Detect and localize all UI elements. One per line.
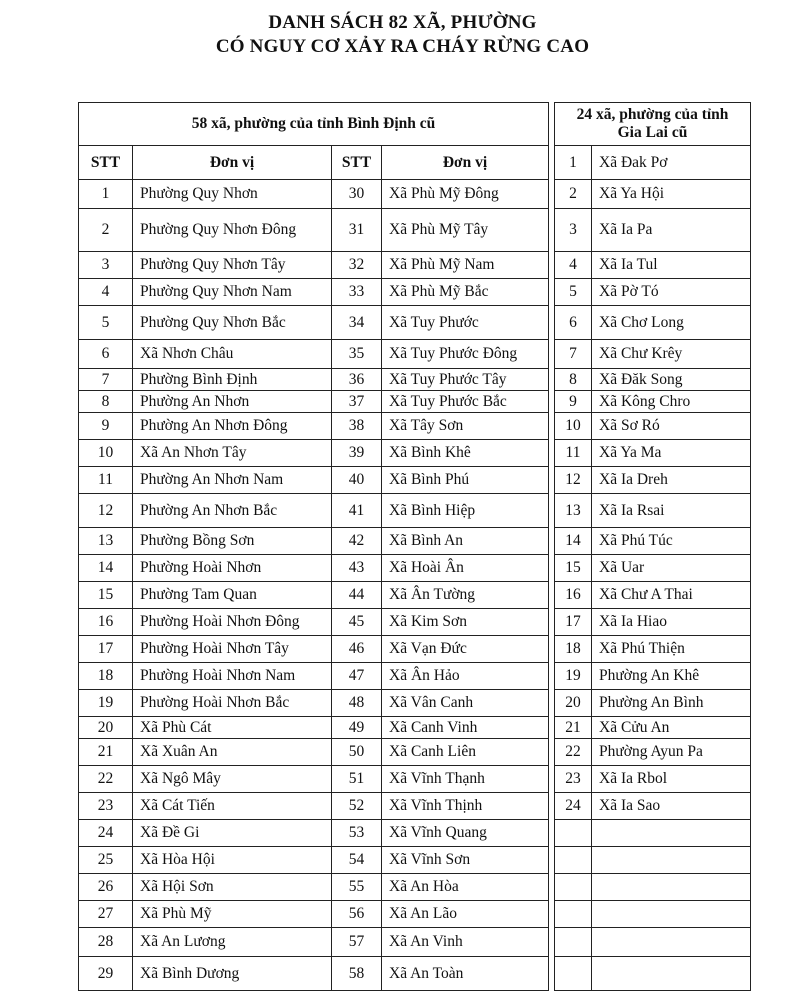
gia-lai-name: Xã Ia Hiao	[592, 609, 751, 636]
table-row	[79, 555, 751, 582]
binh-dinh-name: Xã Tuy Phước Tây	[382, 369, 549, 391]
binh-dinh-stt: 56	[332, 901, 382, 928]
col-header-stt: STT	[332, 146, 382, 180]
table-row	[79, 180, 751, 209]
gia-lai-name: Phường Ayun Pa	[592, 739, 751, 766]
binh-dinh-name: Xã An Nhơn Tây	[133, 440, 332, 467]
gia-lai-stt: 19	[555, 663, 592, 690]
binh-dinh-stt: 54	[332, 847, 382, 874]
binh-dinh-name: Phường Tam Quan	[133, 582, 332, 609]
gia-lai-stt: 13	[555, 494, 592, 528]
binh-dinh-stt: 52	[332, 793, 382, 820]
binh-dinh-name: Phường Hoài Nhơn Nam	[133, 663, 332, 690]
binh-dinh-name: Xã Vĩnh Sơn	[382, 847, 549, 874]
gia-lai-name	[592, 820, 751, 847]
gia-lai-stt: 7	[555, 340, 592, 369]
table-row	[79, 369, 751, 391]
binh-dinh-stt: 8	[79, 391, 133, 413]
table-row	[79, 690, 751, 717]
binh-dinh-stt: 57	[332, 928, 382, 957]
binh-dinh-stt: 6	[79, 340, 133, 369]
binh-dinh-stt: 37	[332, 391, 382, 413]
table-row	[79, 793, 751, 820]
gia-lai-name: Xã Phú Túc	[592, 528, 751, 555]
binh-dinh-stt: 29	[79, 957, 133, 991]
table-row	[79, 340, 751, 369]
binh-dinh-name: Xã Vĩnh Thạnh	[382, 766, 549, 793]
gia-lai-stt: 12	[555, 467, 592, 494]
binh-dinh-stt: 49	[332, 717, 382, 739]
gia-lai-stt: 17	[555, 609, 592, 636]
table-row	[79, 528, 751, 555]
gia-lai-header-line1: 24 xã, phường của tỉnh	[576, 106, 729, 123]
binh-dinh-name: Xã Kim Sơn	[382, 609, 549, 636]
table-row	[79, 467, 751, 494]
binh-dinh-stt: 4	[79, 279, 133, 306]
table-row	[79, 928, 751, 957]
gia-lai-stt	[555, 847, 592, 874]
binh-dinh-name: Xã Cát Tiến	[133, 793, 332, 820]
binh-dinh-name: Phường Bình Định	[133, 369, 332, 391]
gia-lai-stt: 2	[555, 180, 592, 209]
document-title-line2: CÓ NGUY CƠ XẢY RA CHÁY RỪNG CAO	[215, 36, 590, 57]
binh-dinh-stt: 18	[79, 663, 133, 690]
col-header-don-vi: Đơn vị	[382, 146, 549, 180]
gia-lai-name: Xã Cửu An	[592, 717, 751, 739]
binh-dinh-name: Phường Quy Nhơn Nam	[133, 279, 332, 306]
gia-lai-name	[592, 928, 751, 957]
binh-dinh-stt: 16	[79, 609, 133, 636]
gia-lai-header	[555, 103, 751, 146]
binh-dinh-stt: 42	[332, 528, 382, 555]
binh-dinh-name: Phường Quy Nhơn Bắc	[133, 306, 332, 340]
gia-lai-stt: 6	[555, 306, 592, 340]
binh-dinh-name: Xã Ân Hảo	[382, 663, 549, 690]
binh-dinh-name: Xã Nhơn Châu	[133, 340, 332, 369]
table-row	[79, 209, 751, 252]
table-row	[79, 582, 751, 609]
table-row	[79, 279, 751, 306]
binh-dinh-stt: 11	[79, 467, 133, 494]
binh-dinh-stt: 25	[79, 847, 133, 874]
table-row	[79, 957, 751, 991]
binh-dinh-header: 58 xã, phường của tỉnh Bình Định cũ	[79, 103, 549, 146]
gia-lai-name: Xã Đak Pơ	[592, 146, 751, 180]
gia-lai-stt: 4	[555, 252, 592, 279]
binh-dinh-stt: 3	[79, 252, 133, 279]
binh-dinh-name: Xã An Toàn	[382, 957, 549, 991]
table-row	[79, 766, 751, 793]
gia-lai-name: Xã Ia Sao	[592, 793, 751, 820]
document-title-line1: DANH SÁCH 82 XÃ, PHƯỜNG	[268, 12, 537, 33]
gia-lai-stt: 23	[555, 766, 592, 793]
binh-dinh-name: Phường An Nhơn Nam	[133, 467, 332, 494]
gia-lai-stt: 18	[555, 636, 592, 663]
gia-lai-name: Xã Uar	[592, 555, 751, 582]
gia-lai-stt	[555, 928, 592, 957]
gia-lai-name: Xã Chư Krêy	[592, 340, 751, 369]
binh-dinh-stt: 28	[79, 928, 133, 957]
binh-dinh-stt: 53	[332, 820, 382, 847]
binh-dinh-name: Xã Xuân An	[133, 739, 332, 766]
table-row	[79, 739, 751, 766]
table-row	[79, 820, 751, 847]
binh-dinh-name: Xã Phù Mỹ Nam	[382, 252, 549, 279]
binh-dinh-stt: 17	[79, 636, 133, 663]
binh-dinh-stt: 21	[79, 739, 133, 766]
gia-lai-stt: 3	[555, 209, 592, 252]
binh-dinh-stt: 27	[79, 901, 133, 928]
gia-lai-stt	[555, 901, 592, 928]
binh-dinh-name: Xã Tuy Phước Bắc	[382, 391, 549, 413]
table-row	[79, 874, 751, 901]
binh-dinh-name: Phường Quy Nhơn	[133, 180, 332, 209]
gia-lai-name: Xã Pờ Tó	[592, 279, 751, 306]
binh-dinh-name: Xã Tuy Phước	[382, 306, 549, 340]
binh-dinh-stt: 35	[332, 340, 382, 369]
binh-dinh-name: Xã Hoài Ân	[382, 555, 549, 582]
gia-lai-name: Xã Chơ Long	[592, 306, 751, 340]
binh-dinh-stt: 24	[79, 820, 133, 847]
table-row	[79, 663, 751, 690]
binh-dinh-name: Phường Hoài Nhơn Tây	[133, 636, 332, 663]
gia-lai-header-line2: Gia Lai cũ	[617, 124, 688, 141]
gia-lai-stt: 11	[555, 440, 592, 467]
table-row	[79, 494, 751, 528]
table-row	[79, 306, 751, 340]
binh-dinh-name: Phường Hoài Nhơn Bắc	[133, 690, 332, 717]
binh-dinh-name: Xã Tuy Phước Đông	[382, 340, 549, 369]
binh-dinh-stt: 36	[332, 369, 382, 391]
binh-dinh-name: Xã Bình Hiệp	[382, 494, 549, 528]
binh-dinh-stt: 58	[332, 957, 382, 991]
binh-dinh-stt: 23	[79, 793, 133, 820]
binh-dinh-stt: 2	[79, 209, 133, 252]
binh-dinh-name: Xã Canh Liên	[382, 739, 549, 766]
binh-dinh-stt: 12	[79, 494, 133, 528]
gia-lai-name: Xã Chư A Thai	[592, 582, 751, 609]
binh-dinh-stt: 7	[79, 369, 133, 391]
table-row	[79, 391, 751, 413]
binh-dinh-name: Xã Bình Dương	[133, 957, 332, 991]
table-row	[79, 440, 751, 467]
binh-dinh-name: Xã Vĩnh Quang	[382, 820, 549, 847]
binh-dinh-stt: 44	[332, 582, 382, 609]
binh-dinh-name: Phường Quy Nhơn Tây	[133, 252, 332, 279]
gia-lai-stt: 8	[555, 369, 592, 391]
gia-lai-name: Xã Ia Rsai	[592, 494, 751, 528]
gia-lai-stt: 9	[555, 391, 592, 413]
binh-dinh-stt: 50	[332, 739, 382, 766]
binh-dinh-name: Xã Hội Sơn	[133, 874, 332, 901]
gia-lai-stt	[555, 874, 592, 901]
binh-dinh-name: Xã Phù Cát	[133, 717, 332, 739]
binh-dinh-stt: 33	[332, 279, 382, 306]
binh-dinh-name: Xã An Vinh	[382, 928, 549, 957]
gia-lai-stt: 10	[555, 413, 592, 440]
table-group-header-row	[79, 103, 751, 146]
binh-dinh-stt: 32	[332, 252, 382, 279]
gia-lai-name: Xã Ya Hội	[592, 180, 751, 209]
binh-dinh-stt: 31	[332, 209, 382, 252]
binh-dinh-stt: 1	[79, 180, 133, 209]
table-row	[79, 609, 751, 636]
binh-dinh-name: Phường Quy Nhơn Đông	[133, 209, 332, 252]
gia-lai-stt: 21	[555, 717, 592, 739]
binh-dinh-name: Xã Ngô Mây	[133, 766, 332, 793]
gia-lai-name: Phường An Bình	[592, 690, 751, 717]
gia-lai-stt: 5	[555, 279, 592, 306]
binh-dinh-stt: 20	[79, 717, 133, 739]
binh-dinh-name: Xã An Hòa	[382, 874, 549, 901]
binh-dinh-name: Xã Phù Mỹ Tây	[382, 209, 549, 252]
table-row	[79, 636, 751, 663]
binh-dinh-name: Xã Vĩnh Thịnh	[382, 793, 549, 820]
binh-dinh-name: Phường Hoài Nhơn	[133, 555, 332, 582]
binh-dinh-stt: 38	[332, 413, 382, 440]
binh-dinh-stt: 51	[332, 766, 382, 793]
gia-lai-name	[592, 901, 751, 928]
binh-dinh-name: Xã Bình An	[382, 528, 549, 555]
commune-table	[78, 102, 751, 991]
col-header-don-vi: Đơn vị	[133, 146, 332, 180]
binh-dinh-stt: 9	[79, 413, 133, 440]
gia-lai-stt: 20	[555, 690, 592, 717]
binh-dinh-name: Xã An Lão	[382, 901, 549, 928]
gia-lai-name: Xã Ia Dreh	[592, 467, 751, 494]
binh-dinh-stt: 43	[332, 555, 382, 582]
gia-lai-name: Phường An Khê	[592, 663, 751, 690]
gia-lai-name: Xã Ia Tul	[592, 252, 751, 279]
binh-dinh-stt: 13	[79, 528, 133, 555]
table-row	[79, 413, 751, 440]
binh-dinh-stt: 22	[79, 766, 133, 793]
gia-lai-name	[592, 874, 751, 901]
gia-lai-name: Xã Kông Chro	[592, 391, 751, 413]
table-row	[79, 901, 751, 928]
gia-lai-stt: 1	[555, 146, 592, 180]
binh-dinh-name: Xã Tây Sơn	[382, 413, 549, 440]
binh-dinh-name: Phường Hoài Nhơn Đông	[133, 609, 332, 636]
gia-lai-name	[592, 957, 751, 991]
binh-dinh-name: Xã Vạn Đức	[382, 636, 549, 663]
gia-lai-stt: 14	[555, 528, 592, 555]
binh-dinh-name: Xã Phù Mỹ	[133, 901, 332, 928]
binh-dinh-name: Phường An Nhơn Bắc	[133, 494, 332, 528]
binh-dinh-stt: 46	[332, 636, 382, 663]
binh-dinh-name: Xã Canh Vinh	[382, 717, 549, 739]
gia-lai-name	[592, 847, 751, 874]
binh-dinh-stt: 14	[79, 555, 133, 582]
binh-dinh-name: Xã Phù Mỹ Đông	[382, 180, 549, 209]
gia-lai-name: Xã Ia Rbol	[592, 766, 751, 793]
gia-lai-stt	[555, 820, 592, 847]
binh-dinh-name: Xã Ân Tường	[382, 582, 549, 609]
binh-dinh-stt: 30	[332, 180, 382, 209]
col-header-stt: STT	[79, 146, 133, 180]
binh-dinh-stt: 45	[332, 609, 382, 636]
binh-dinh-name: Xã Hòa Hội	[133, 847, 332, 874]
gia-lai-stt: 16	[555, 582, 592, 609]
binh-dinh-name: Xã An Lương	[133, 928, 332, 957]
gia-lai-stt	[555, 957, 592, 991]
gia-lai-stt: 24	[555, 793, 592, 820]
binh-dinh-name: Phường Bồng Sơn	[133, 528, 332, 555]
table-row	[79, 847, 751, 874]
binh-dinh-stt: 39	[332, 440, 382, 467]
table-row	[79, 252, 751, 279]
binh-dinh-name: Phường An Nhơn Đông	[133, 413, 332, 440]
binh-dinh-stt: 10	[79, 440, 133, 467]
binh-dinh-stt: 40	[332, 467, 382, 494]
binh-dinh-name: Xã Bình Phú	[382, 467, 549, 494]
gia-lai-name: Xã Đăk Song	[592, 369, 751, 391]
gia-lai-name: Xã Ia Pa	[592, 209, 751, 252]
gia-lai-name: Xã Sơ Ró	[592, 413, 751, 440]
binh-dinh-stt: 41	[332, 494, 382, 528]
binh-dinh-name: Xã Đề Gi	[133, 820, 332, 847]
binh-dinh-stt: 48	[332, 690, 382, 717]
table-column-header-row	[79, 146, 751, 180]
table-row	[79, 717, 751, 739]
binh-dinh-stt: 19	[79, 690, 133, 717]
gia-lai-name: Xã Ya Ma	[592, 440, 751, 467]
binh-dinh-stt: 5	[79, 306, 133, 340]
binh-dinh-name: Xã Vân Canh	[382, 690, 549, 717]
binh-dinh-name: Phường An Nhơn	[133, 391, 332, 413]
binh-dinh-stt: 55	[332, 874, 382, 901]
gia-lai-name: Xã Phú Thiện	[592, 636, 751, 663]
binh-dinh-name: Xã Bình Khê	[382, 440, 549, 467]
binh-dinh-stt: 34	[332, 306, 382, 340]
binh-dinh-stt: 47	[332, 663, 382, 690]
binh-dinh-name: Xã Phù Mỹ Bắc	[382, 279, 549, 306]
gia-lai-stt: 22	[555, 739, 592, 766]
binh-dinh-stt: 15	[79, 582, 133, 609]
binh-dinh-stt: 26	[79, 874, 133, 901]
gia-lai-stt: 15	[555, 555, 592, 582]
